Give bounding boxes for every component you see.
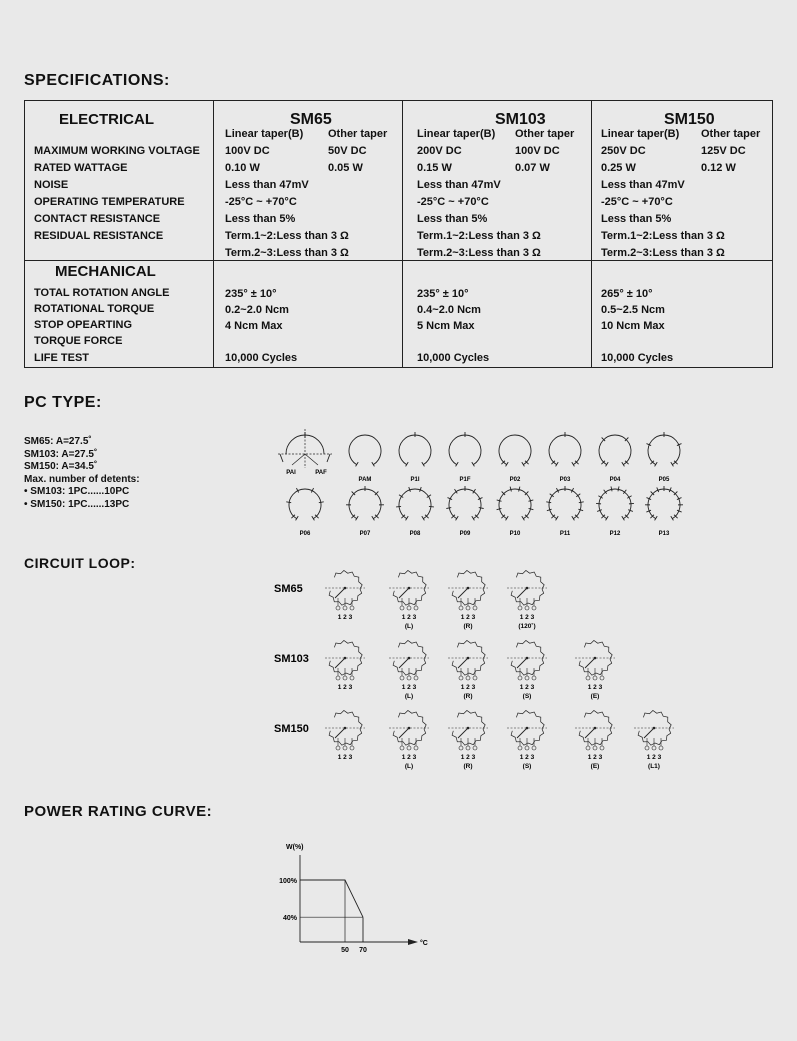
circuit-row-label: SM103 — [274, 653, 309, 665]
rotational-torque-value: 0.5~2.5 Ncm — [601, 304, 665, 316]
residual-resistance-1: Term.1~2:Less than 3 Ω — [225, 230, 349, 242]
wattage-other: 0.07 W — [515, 162, 550, 174]
pc-label: P04 — [609, 477, 621, 483]
circuit-variant: (L) — [404, 623, 414, 630]
x-axis-arrow — [408, 939, 418, 945]
specifications-table — [24, 100, 773, 368]
circuit-variant: (E) — [590, 693, 600, 700]
circuit-variant: (120˚) — [518, 623, 536, 630]
power-curve — [300, 880, 363, 917]
electrical-row-label: CONTACT RESISTANCE — [34, 213, 161, 225]
pc-type-dial — [449, 432, 481, 483]
pc-type-dial — [599, 435, 631, 483]
y-axis-label: W(%) — [286, 844, 304, 851]
pc-type-dial — [399, 432, 431, 483]
electrical-row-label: MAXIMUM WORKING VOLTAGE — [34, 145, 200, 157]
stop-torque-value: 10 Ncm Max — [601, 320, 665, 332]
pc-label: P10 — [509, 531, 521, 535]
power-rating-heading: POWER RATING CURVE: — [24, 803, 213, 820]
circuit-variant: (R) — [463, 693, 473, 700]
rotation-angle-value: 235° ± 10° — [225, 288, 277, 300]
pc-label: PAI — [286, 470, 296, 476]
column-other-taper: Other taper — [328, 128, 388, 140]
noise-value: Less than 47mV — [601, 179, 685, 191]
electrical-title: ELECTRICAL — [59, 111, 154, 128]
life-test-value: 10,000 Cycles — [417, 352, 490, 364]
pc-type-diagrams — [265, 425, 705, 535]
pc-label: P06 — [299, 531, 311, 535]
rotational-torque-value: 0.4~2.0 Ncm — [417, 304, 481, 316]
pc-type-dial — [446, 486, 483, 535]
residual-resistance-2: Term.2~3:Less than 3 Ω — [225, 247, 349, 259]
circuit-variant: (L) — [404, 763, 414, 770]
pc-label: P07 — [359, 531, 371, 535]
pc-type-dial — [286, 488, 323, 535]
circuit-diagram — [389, 641, 429, 701]
pc-type-note: SM150: A=34.5˚ — [24, 461, 98, 472]
pc-type-note: Max. number of detents: — [24, 473, 140, 485]
life-test-value: 10,000 Cycles — [601, 352, 674, 364]
pc-label: PAF — [315, 470, 327, 476]
voltage-other: 50V DC — [328, 145, 367, 157]
contact-resistance-value: Less than 5% — [225, 213, 296, 225]
wattage-linear: 0.15 W — [417, 162, 452, 174]
model-name: SM65 — [290, 111, 332, 128]
stop-torque-value: 5 Ncm Max — [417, 320, 475, 332]
x-axis-label: °C — [420, 940, 428, 947]
wattage-linear: 0.25 W — [601, 162, 636, 174]
pc-label: P09 — [459, 531, 471, 535]
model-name: SM103 — [495, 111, 546, 128]
circuit-pins: 1 2 3 — [401, 754, 417, 761]
voltage-other: 100V DC — [515, 145, 560, 157]
electrical-row-label: RATED WATTAGE — [34, 162, 128, 174]
circuit-row-label: SM150 — [274, 723, 309, 735]
pc-type-dial — [645, 486, 683, 535]
circuit-pins: 1 2 3 — [519, 614, 535, 621]
contact-resistance-value: Less than 5% — [601, 213, 672, 225]
pc-type-dial — [596, 486, 634, 535]
wattage-other: 0.05 W — [328, 162, 363, 174]
circuit-variant: (E) — [590, 763, 600, 770]
temperature-value: -25°C ~ +70°C — [225, 196, 297, 208]
contact-resistance-value: Less than 5% — [417, 213, 488, 225]
pc-type-dial — [396, 487, 434, 535]
circuit-pins: 1 2 3 — [401, 684, 417, 691]
pc-label: P1I — [410, 477, 420, 483]
mechanical-row-label: STOP OPEARTING — [34, 319, 133, 331]
circuit-diagram — [325, 571, 365, 622]
circuit-pins: 1 2 3 — [337, 754, 353, 761]
power-rating-chart — [268, 835, 468, 965]
circuit-variant: (S) — [522, 693, 532, 700]
pc-type-dial — [349, 435, 381, 483]
pc-type-note: • SM150: 1PC......13PC — [24, 498, 130, 510]
mechanical-row-label: TORQUE FORCE — [34, 335, 123, 347]
circuit-pins: 1 2 3 — [587, 754, 603, 761]
y-tick-label: 100% — [279, 878, 297, 885]
mechanical-row-label: TOTAL ROTATION ANGLE — [34, 287, 170, 299]
mechanical-title: MECHANICAL — [55, 263, 156, 280]
pc-type-note: • SM103: 1PC......10PC — [24, 486, 130, 497]
column-linear-taper: Linear taper(B) — [601, 128, 680, 140]
pc-label: P03 — [559, 477, 571, 483]
life-test-value: 10,000 Cycles — [225, 352, 298, 364]
temperature-value: -25°C ~ +70°C — [601, 196, 673, 208]
circuit-diagram — [389, 711, 429, 771]
circuit-variant: (R) — [463, 763, 473, 770]
stop-torque-value: 4 Ncm Max — [225, 320, 283, 332]
pc-label: PAM — [358, 477, 372, 483]
column-linear-taper: Linear taper(B) — [225, 128, 304, 140]
pc-type-dial — [346, 486, 384, 535]
pc-type-notes — [24, 436, 140, 511]
column-linear-taper: Linear taper(B) — [417, 128, 496, 140]
rotation-angle-value: 265° ± 10° — [601, 288, 653, 300]
circuit-row-label: SM65 — [274, 583, 303, 595]
circuit-diagram — [389, 571, 429, 631]
residual-resistance-1: Term.1~2:Less than 3 Ω — [601, 230, 725, 242]
noise-value: Less than 47mV — [417, 179, 501, 191]
circuit-variant: (R) — [463, 623, 473, 630]
pc-type-heading: PC TYPE: — [24, 394, 102, 411]
circuit-pins: 1 2 3 — [519, 754, 535, 761]
pc-label: P11 — [559, 531, 571, 535]
y-tick-label: 40% — [282, 915, 297, 923]
rotation-angle-value: 235° ± 10° — [417, 288, 469, 300]
circuit-diagram — [507, 571, 547, 631]
pc-label: P12 — [609, 531, 621, 535]
pc-label: P13 — [658, 531, 670, 535]
circuit-pins: 1 2 3 — [460, 614, 476, 621]
circuit-diagram — [325, 711, 365, 762]
circuit-diagram — [507, 641, 547, 701]
residual-resistance-2: Term.2~3:Less than 3 Ω — [601, 247, 725, 259]
temperature-value: -25°C ~ +70°C — [417, 196, 489, 208]
pc-type-note: SM103: A=27.5˚ — [24, 448, 98, 460]
rotational-torque-value: 0.2~2.0 Ncm — [225, 304, 289, 316]
voltage-other: 125V DC — [701, 145, 746, 157]
circuit-pins: 1 2 3 — [646, 754, 662, 761]
wattage-linear: 0.10 W — [225, 162, 260, 174]
noise-value: Less than 47mV — [225, 179, 309, 191]
x-tick-label: 70 — [359, 947, 367, 954]
column-other-taper: Other taper — [701, 128, 761, 140]
circuit-pins: 1 2 3 — [587, 684, 603, 691]
circuit-pins: 1 2 3 — [519, 684, 535, 691]
pc-label: P05 — [658, 477, 670, 483]
pc-type-dial — [546, 486, 583, 535]
pc-label: P02 — [509, 477, 521, 483]
circuit-pins: 1 2 3 — [401, 614, 417, 621]
mechanical-row-label: LIFE TEST — [34, 352, 89, 364]
circuit-pins: 1 2 3 — [337, 614, 353, 621]
circuit-variant: (L1) — [648, 763, 660, 770]
pc-type-dial — [499, 435, 531, 483]
pc-type-dial — [497, 487, 534, 535]
pc-type-dial-pai-paf — [278, 429, 332, 476]
voltage-linear: 250V DC — [601, 145, 646, 157]
voltage-linear: 100V DC — [225, 145, 270, 157]
circuit-pins: 1 2 3 — [337, 684, 353, 691]
circuit-diagram — [325, 641, 365, 692]
residual-resistance-2: Term.2~3:Less than 3 Ω — [417, 247, 541, 259]
electrical-row-label: RESIDUAL RESISTANCE — [34, 230, 164, 242]
column-other-taper: Other taper — [515, 128, 575, 140]
pc-label: P1F — [459, 477, 471, 483]
x-tick-label: 50 — [341, 947, 349, 954]
circuit-diagram — [448, 711, 488, 771]
circuit-diagram — [448, 641, 488, 701]
specifications-heading: SPECIFICATIONS: — [24, 72, 170, 89]
electrical-row-label: NOISE — [34, 179, 69, 191]
model-name: SM150 — [664, 111, 715, 128]
circuit-diagram — [575, 641, 615, 701]
wattage-other: 0.12 W — [701, 162, 736, 174]
circuit-variant: (L) — [404, 693, 414, 700]
residual-resistance-1: Term.1~2:Less than 3 Ω — [417, 230, 541, 242]
mechanical-row-label: ROTATIONAL TORQUE — [34, 303, 155, 315]
circuit-pins: 1 2 3 — [460, 754, 476, 761]
pc-label: P08 — [409, 531, 421, 535]
circuit-loop-diagrams — [265, 562, 785, 782]
pc-type-note: SM65: A=27.5˚ — [24, 436, 92, 447]
electrical-row-label: OPERATING TEMPERATURE — [34, 196, 185, 208]
pc-type-dial — [549, 432, 581, 483]
voltage-linear: 200V DC — [417, 145, 462, 157]
circuit-loop-heading: CIRCUIT LOOP: — [24, 555, 136, 571]
circuit-variant: (S) — [522, 763, 532, 770]
pc-type-dial — [646, 432, 681, 483]
circuit-diagram — [634, 711, 674, 771]
circuit-diagram — [507, 711, 547, 771]
circuit-pins: 1 2 3 — [460, 684, 476, 691]
circuit-diagram — [575, 711, 615, 771]
circuit-diagram — [448, 571, 488, 631]
